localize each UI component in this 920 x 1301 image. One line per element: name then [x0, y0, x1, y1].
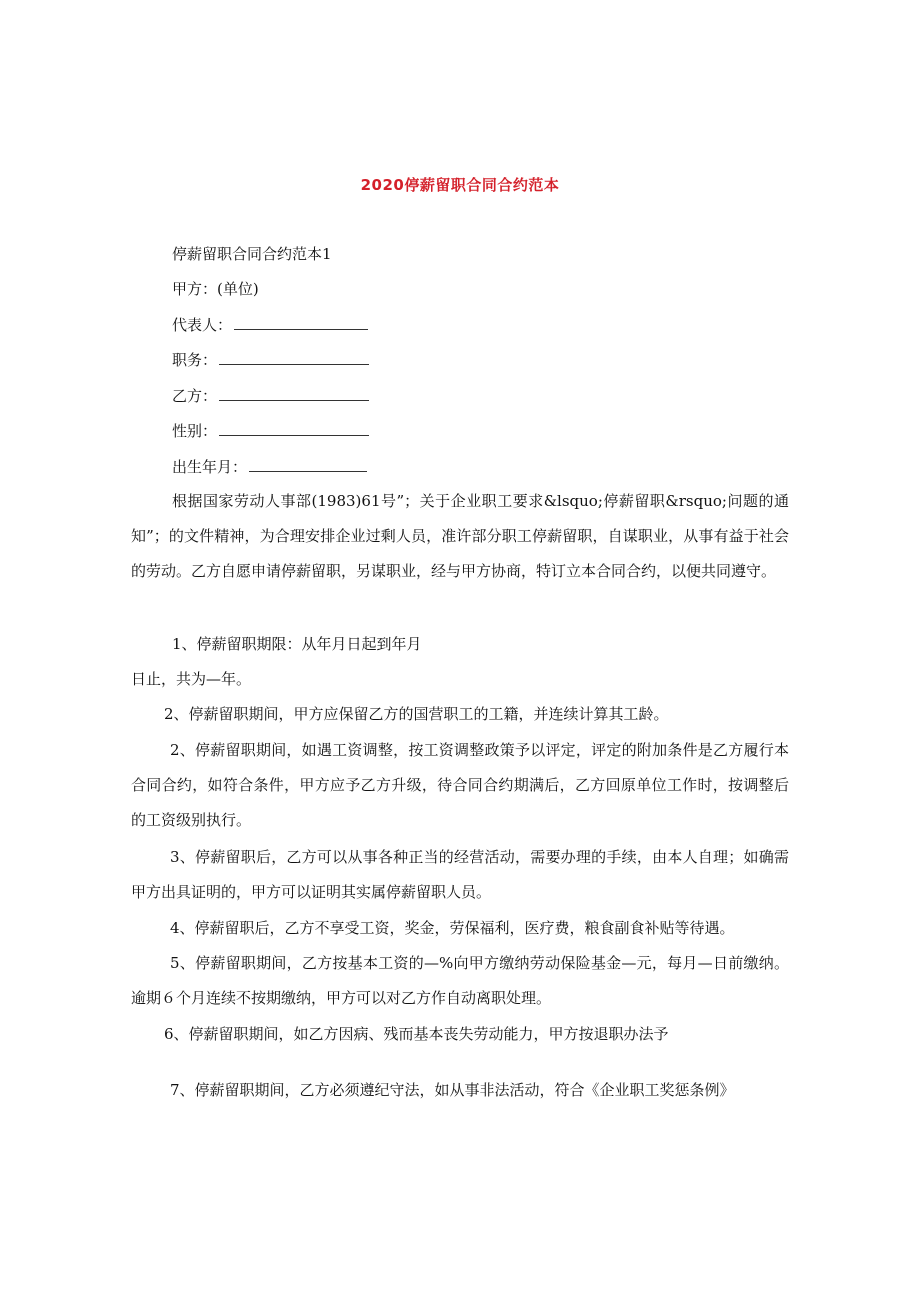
gender-label: 性别：: [172, 422, 218, 440]
clause-4-paragraph: 4、停薪留职后，乙方不享受工资，奖金，劳保福利，医疗费，粮食副食补贴等待遇。: [170, 919, 735, 937]
position-field: [172, 350, 369, 370]
representative-label: 代表人：: [172, 316, 233, 334]
clause-1-line-1: 1、停薪留职期限：从年月日起到年月: [172, 635, 422, 653]
party-b-field: [172, 386, 369, 406]
gender-blank: [219, 421, 369, 436]
gender-field: [172, 421, 369, 441]
party-a-line: 甲方：(单位): [172, 280, 259, 298]
clause-3-paragraph: 3、停薪留职后，乙方可以从事各种正当的经营活动，需要办理的手续，由本人自理；如确需甲方出具证明的，甲方可以证明其实属停薪留职人员。: [131, 848, 789, 901]
clause-5-paragraph: 5、停薪留职期间，乙方按基本工资的—%向甲方缴纳劳动保险基金—元，每月—日前缴纳。逾期６个月连续不按期缴纳，甲方可以对乙方作自动离职处理。: [131, 954, 789, 1007]
clause-2b-paragraph: 2、停薪留职期间，如遇工资调整，按工资调整政策予以评定，评定的附加条件是乙方履行本合同合约，如符合条件，甲方应予乙方升级，待合同合约期满后，乙方回原单位工作时，按调整后的工资级别执行。: [131, 741, 789, 829]
preamble-paragraph: 根据国家劳动人事部(1983)61号”；关于企业职工要求&lsquo;停薪留职&rsquo;问题的通知”；的文件精神，为合理安排企业过剩人员，准许部分职工停薪留职，自谋职业，从事有益于社会的劳动。乙方自愿申请停薪留职，另谋职业，经与甲方协商，特订立本合同合约，以便共同遵守。: [131, 492, 789, 580]
position-blank: [219, 350, 369, 365]
position-label: 职务：: [172, 351, 218, 369]
clause-7-paragraph: 7、停薪留职期间，乙方必须遵纪守法，如从事非法活动，符合《企业职工奖惩条例》: [170, 1081, 735, 1099]
contract-subtitle: 停薪留职合同合约范本1: [172, 245, 332, 263]
representative-field: [172, 315, 368, 335]
clause-2a-paragraph: 2、停薪留职期间，甲方应保留乙方的国营职工的工籍，并连续计算其工龄。: [164, 705, 669, 723]
party-b-label: 乙方：: [172, 387, 218, 405]
clause-6-paragraph: 6、停薪留职期间，如乙方因病、残而基本丧失劳动能力，甲方按退职办法予: [164, 1025, 669, 1043]
birth-field: [172, 457, 367, 477]
birth-blank: [249, 457, 367, 472]
page-title: 2020停薪留职合同合约范本: [360, 176, 560, 194]
party-b-blank: [219, 386, 369, 401]
birth-label: 出生年月：: [172, 458, 248, 476]
representative-blank: [234, 315, 368, 330]
clause-1-line-2: 日止，共为—年。: [131, 670, 252, 688]
